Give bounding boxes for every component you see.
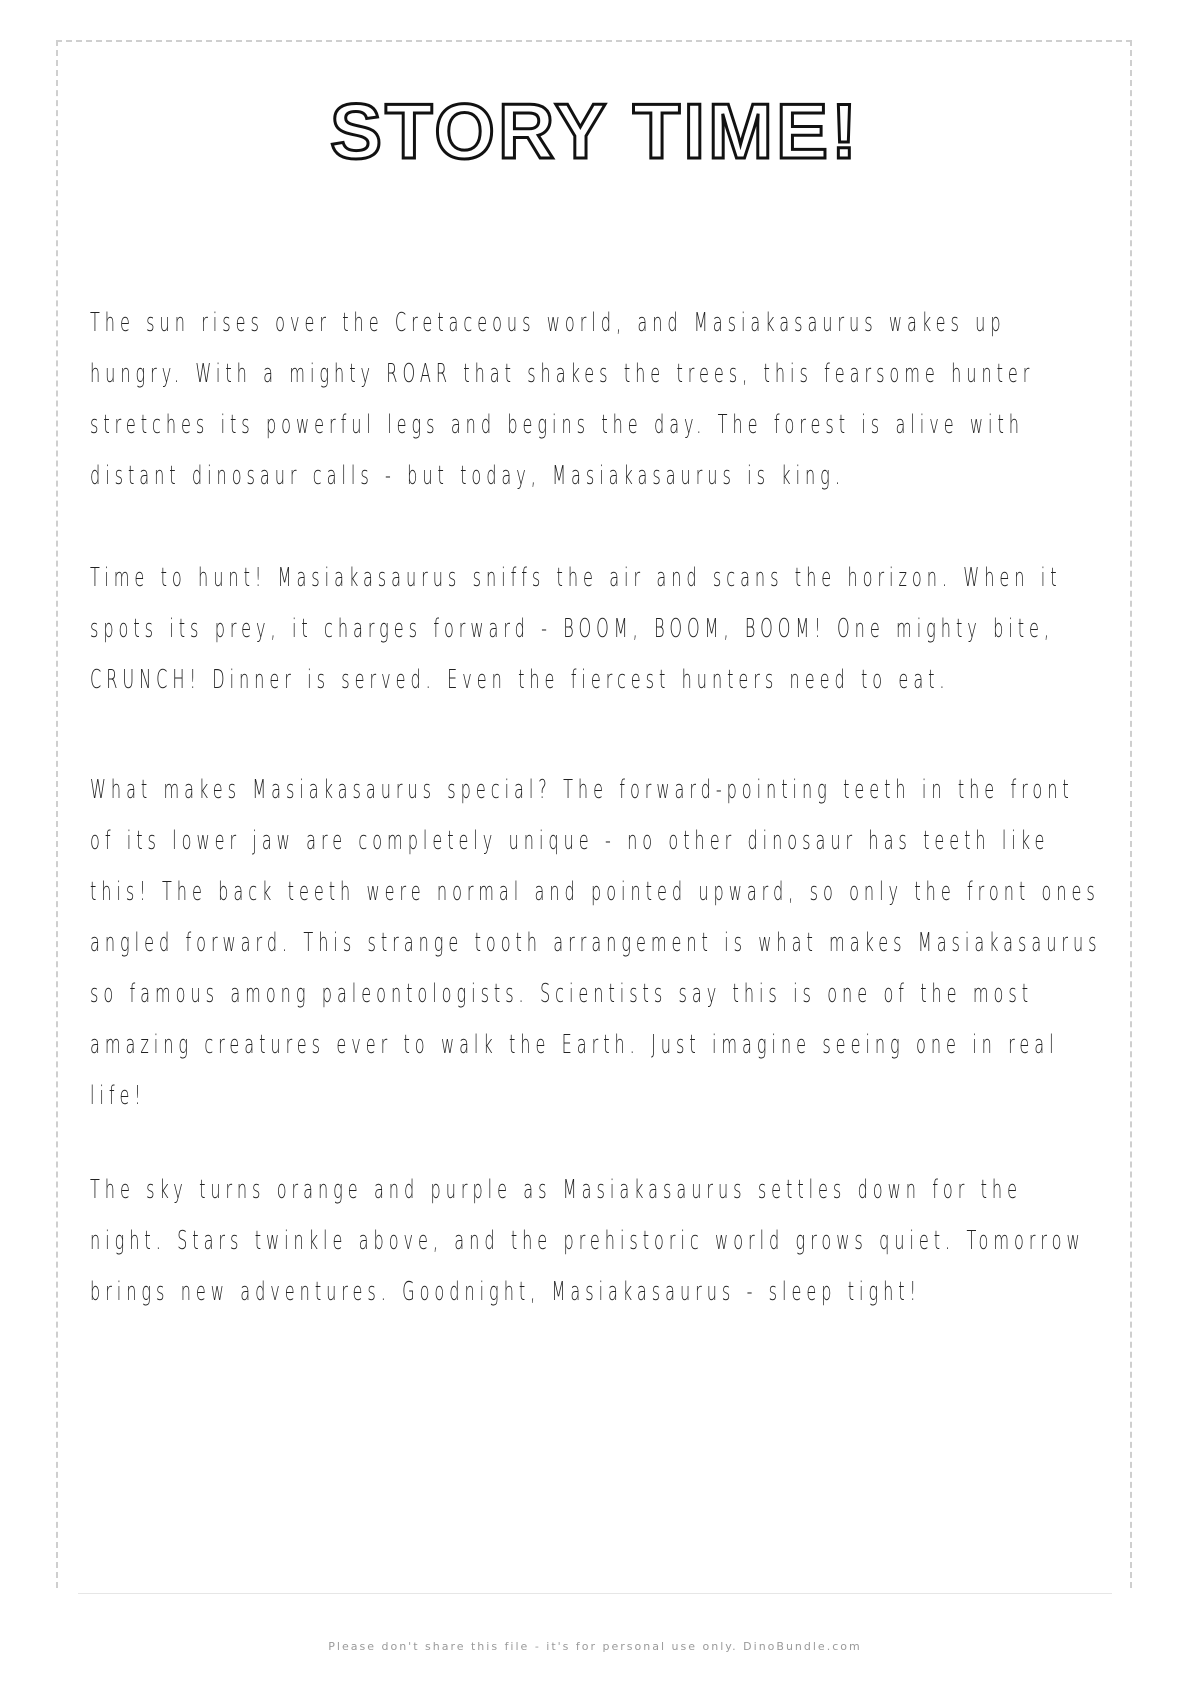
story-paragraph-wrapper xyxy=(90,298,1110,553)
page-title: STORY TIME! xyxy=(330,87,860,175)
story-paragraph-wrapper xyxy=(90,765,1110,1165)
story-body xyxy=(90,298,1110,1377)
footer-notice: Please don't share this file - it's for personal use only. DinoBundle.com xyxy=(328,1640,862,1653)
footer-divider xyxy=(78,1593,1112,1594)
story-paragraph-wrapper xyxy=(90,553,1110,765)
story-paragraph-teeth: What makes Masiakasaurus special? The forward-pointing teeth in the front of its lower jaw are completely unique - no other dinosaur has teeth like this! The back teeth were normal and pointed upward, so only the front ones angled forward. This strange tooth arrangement is what makes Masiakasaurus so famous among paleontologists. Scientists say this is one of the most amazing creatures ever to walk the Earth. Just imagine seeing one in real life! xyxy=(90,775,1102,1111)
story-paragraph-wrapper xyxy=(90,1165,1110,1377)
story-paragraph-hunt: Time to hunt! Masiakasaurus sniffs the air and scans the horizon. When it spots its prey, it charges forward - BOOM, BOOM, BOOM! One mighty bite, CRUNCH! Dinner is served. Even the fiercest hunters need to eat. xyxy=(90,563,1062,695)
story-paragraph-morning: The sun rises over the Cretaceous world, and Masiakasaurus wakes up hungry. With a mighty ROAR that shakes the trees, this fearsome hunter stretches its powerful legs and begins the day. The forest is alive with distant dinosaur calls - but today, Masiakasaurus is king. xyxy=(90,308,1035,491)
story-paragraph-night: The sky turns orange and purple as Masiakasaurus settles down for the night. Stars twinkle above, and the prehistoric world grows quiet. Tomorrow brings new adventures. Goodnight, Masiakasaurus - sleep tight! xyxy=(90,1175,1085,1307)
